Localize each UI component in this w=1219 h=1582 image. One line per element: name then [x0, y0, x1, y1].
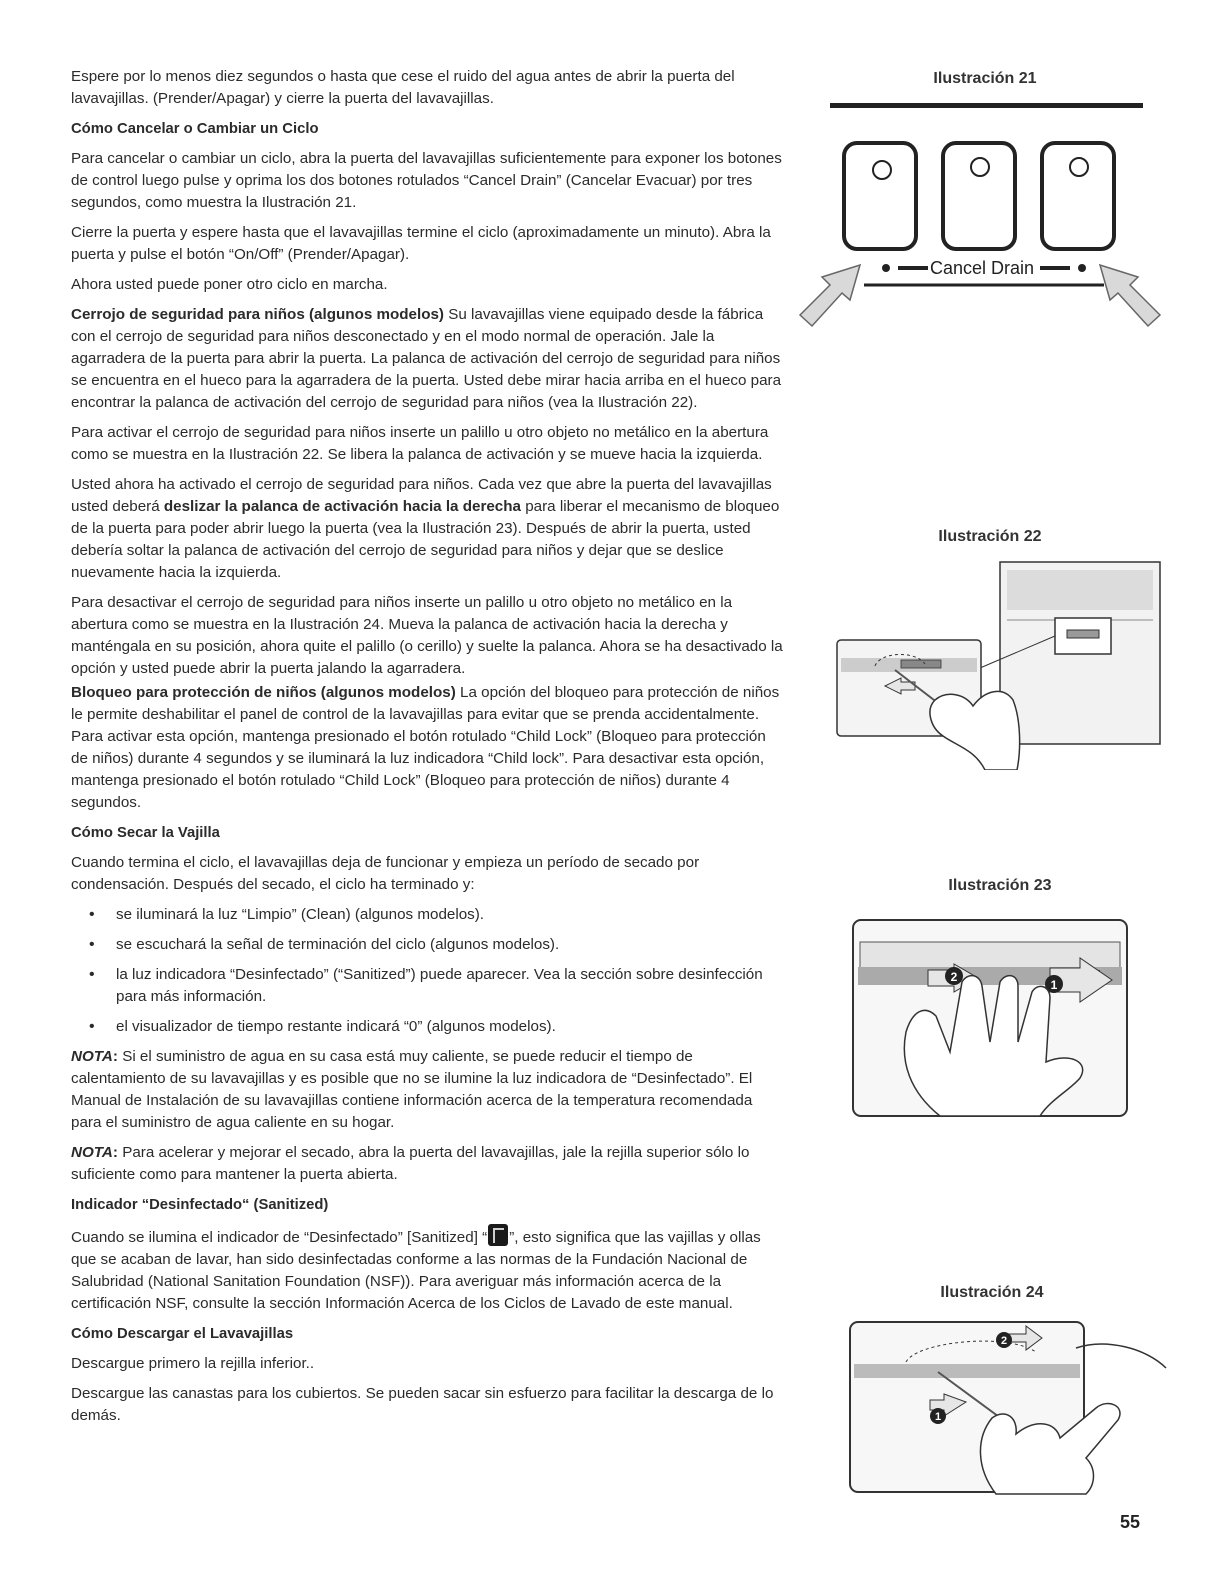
cancel-paragraph-2: Cierre la puerta y espere hasta que el lavavajillas termine el ciclo (aproximadamente un minuto). Abra la puerta y pulse el botón “On/Off” (Prender/Apagar). — [71, 224, 771, 263]
unload-paragraph-2: Descargue las canastas para los cubiertos. Se pueden sacar sin esfuerzo para facilitar la descarga de lo demás. — [71, 1385, 774, 1424]
unload-paragraph-1: Descargue primero la rejilla inferior.. — [71, 1355, 315, 1372]
figure-21-caption: Ilustración 21 — [933, 70, 1037, 87]
note-2-paragraph — [71, 1142, 783, 1186]
lock-activated-text-b: para liberar el mecanismo de bloqueo de la puerta para poder abrir luego la puerta (vea la Ilustración 23). Después de abrir la puerta, usted debería soltar la palanca de activación del cerrojo de seguridad para niños y dejar que se deslice nuevamente hacia la izquierda. — [71, 498, 780, 581]
child-safety-lock-paragraph — [71, 304, 783, 414]
list-item: • la luz indicadora “Desinfectado” (“Sanitized”) puede aparecer. Vea la sección sobre desinfección para más información. — [71, 964, 783, 1008]
lock-activated-paragraph — [71, 474, 783, 584]
sanitized-paragraph — [71, 1224, 783, 1315]
list-item: • se iluminará la luz “Limpio” (Clean) (algunos modelos). — [71, 904, 783, 926]
child-safety-lock-text: Su lavavajillas viene equipado desde la fábrica con el cerrojo de seguridad para niños desconectado y en el modo normal de operación. Jale la agarradera de la puerta para abrir la puerta. La palanca de activación del cerrojo de seguridad para niños se encuentra en el hueco para la agarradera de la puerta. Usted debe mirar hacia arriba en el hueco para encontrar la palanca de activación del cerrojo de seguridad para niños (vea la Ilustración 22). — [71, 306, 782, 411]
child-lock-text: La opción del bloqueo para protección de niños le permite deshabilitar el panel de control de la lavavajillas para evitar que se prenda accidentalmente. Para activar esta opción, mantenga presionado el botón rotulado “Child Lock” (Bloqueo para protección de niños) durante 4 segundos y se iluminará la luz indicadora “Child lock”. Para desactivar esta opción, mantenga presionado el botón rotulado “Child Lock” (Bloqueo para protección de niños) durante 4 segundos. — [71, 684, 780, 811]
note-1-paragraph — [71, 1046, 783, 1134]
figure-22-insert-stick — [835, 560, 1165, 770]
page-number: 55 — [1119, 1512, 1140, 1532]
cancel-drain-label: Cancel Drain — [929, 258, 1035, 278]
step-2-badge: 2 — [950, 970, 958, 984]
sanitized-heading: Indicador “Desinfectado“ (Sanitized) — [71, 1197, 329, 1213]
figure-22-caption: Ilustración 22 — [938, 528, 1042, 545]
deactivate-lock-paragraph: Para desactivar el cerrojo de seguridad para niños inserte un palillo u otro objeto no metálico en la abertura como se muestra en la Ilustración 24. Mueva la palanca de activación hacia la derecha y manténgala en su posición, ahora quite el palillo (o cerillo) y suelte la palanca. Ahora se ha desactivado la opción y usted puede abrir la puerta jalando la agarradera. — [71, 594, 783, 677]
child-lock-paragraph — [71, 682, 783, 814]
main-text-column — [71, 66, 783, 1435]
figure-24-remove-stick — [846, 1318, 1171, 1498]
activate-lock-paragraph: Para activar el cerrojo de seguridad para niños inserte un palillo u otro objeto no metálico en la abertura como se muestra en la Ilustración 22. Se libera la palanca de activación y se mueve hacia la izquierda. — [71, 424, 769, 463]
drying-paragraph: Cuando termina el ciclo, el lavavajillas deja de funcionar y empieza un período de secado por condensación. Después del secado, el ciclo ha terminado y: — [71, 854, 700, 893]
hand-icon — [930, 691, 1020, 770]
control-button-left-icon — [844, 143, 916, 249]
sanitized-text-b: ”, esto significa que las vajillas y ollas que se acaban de lavar, han sido desinfectadas conforme a las normas de la Fundación Nacional de Salubridad (National Sanitation Foundation (NSF)). Para averiguar más información acerca de la certificación NSF, consulte la sección Información Acerca de los Ciclos de Lavado de este manual. — [71, 1229, 761, 1312]
note-1-text: Si el suministro de agua en su casa está muy caliente, se puede reducir el tiempo de calentamiento de su lavavajillas y es posible que no se ilumine la luz indicadora de “Desinfectado”. El Manual de Instalación de su lavavajillas contiene información acerca de la temperatura recomendada para el suministro de agua caliente en su hogar. — [71, 1048, 753, 1131]
step-1-badge: 1 — [934, 1411, 942, 1423]
sanitized-indicator-icon — [488, 1224, 508, 1246]
figure-24-caption: Ilustración 24 — [940, 1284, 1044, 1301]
note-colon: : — [112, 1144, 118, 1161]
step-2-badge: 2 — [1000, 1335, 1008, 1347]
list-item: • se escuchará la señal de terminación del ciclo (algunos modelos). — [71, 934, 783, 956]
figure-23-caption: Ilustración 23 — [948, 877, 1052, 894]
list-item: • el visualizador de tiempo restante indicará “0” (algunos modelos). — [71, 1016, 783, 1038]
note-label: NOTA — [71, 1144, 113, 1161]
cancel-paragraph-3: Ahora usted puede poner otro ciclo en marcha. — [71, 276, 388, 293]
panel-top-bar — [830, 103, 1143, 108]
note-label: NOTA — [71, 1048, 113, 1065]
step-1-badge: 1 — [1050, 978, 1058, 992]
note-colon: : — [112, 1048, 118, 1065]
intro-paragraph: Espere por lo menos diez segundos o hasta que cese el ruido del agua antes de abrir la puerta del lavavajillas. (Prender/Apagar) y cierre la puerta del lavavajillas. — [71, 68, 735, 107]
cancel-paragraph-1: Para cancelar o cambiar un ciclo, abra la puerta del lavavajillas suficientemente para exponer los botones de control luego pulse y oprima los dos botones rotulados “Cancel Drain” (Cancelar Evacuar) por tres segundos, como muestra la Ilustración 21. — [71, 150, 782, 211]
unload-heading: Cómo Descargar el Lavavajillas — [71, 1326, 294, 1342]
arrow-left-icon — [800, 265, 860, 326]
note-2-text: Para acelerar y mejorar el secado, abra la puerta del lavavajillas, jale la rejilla superior sólo lo suficiente como para mantener la puerta abierta. — [71, 1144, 750, 1183]
figure-23-slide-lever — [850, 912, 1135, 1122]
child-lock-lead: Bloqueo para protección de niños (algunos modelos) — [71, 684, 456, 701]
arrow-right-icon — [1100, 265, 1160, 326]
sanitized-text-a: Cuando se ilumina el indicador de “Desinfectado” [Sanitized] “ — [71, 1229, 488, 1246]
lock-activated-bold: deslizar la palanca de activación hacia la derecha — [163, 498, 521, 515]
drying-heading: Cómo Secar la Vajilla — [71, 825, 220, 841]
cancel-cycle-heading: Cómo Cancelar o Cambiar un Ciclo — [71, 121, 319, 137]
drying-bullet-list — [71, 904, 783, 1038]
child-safety-lock-lead: Cerrojo de seguridad para niños (algunos modelos) — [71, 306, 444, 323]
figure-21-cancel-drain-buttons — [790, 100, 1170, 350]
lock-activated-text-a: Usted ahora ha activado el cerrojo de seguridad para niños. Cada vez que abre la puerta del lavavajillas usted deberá — [71, 476, 772, 515]
